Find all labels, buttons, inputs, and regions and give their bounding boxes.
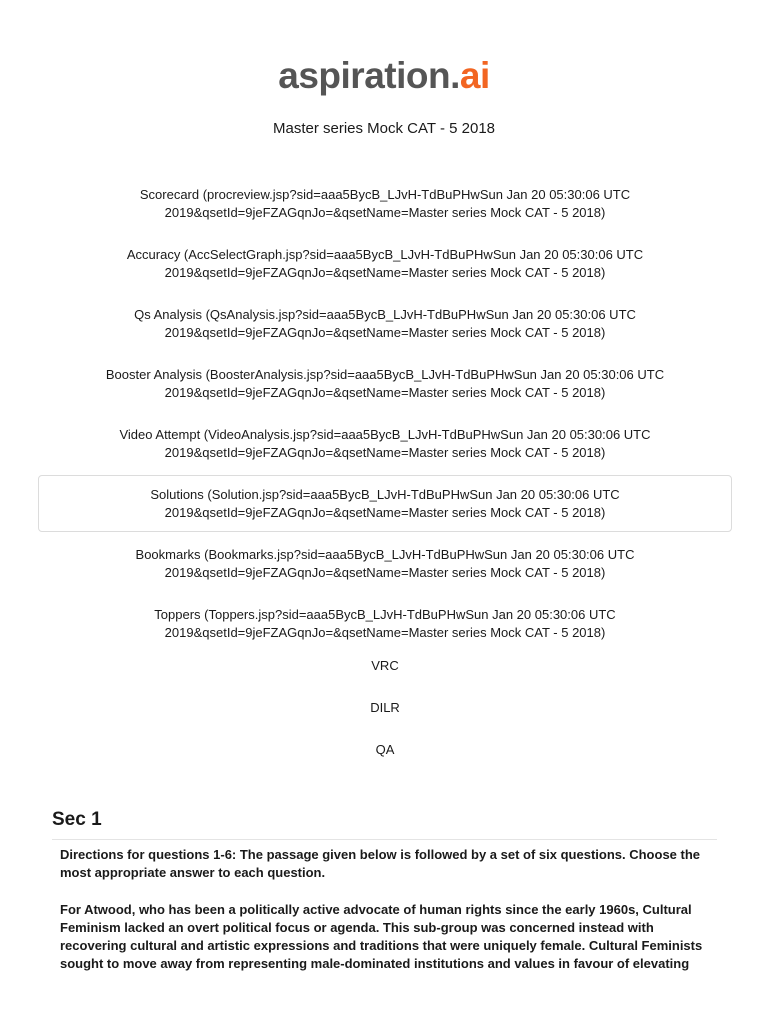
qs-analysis-link[interactable]: Qs Analysis (QsAnalysis.jsp?sid=aaa5BycB_LJvH-TdBuPHwSun Jan 20 05:30:06 UTC 2019&qsetId=9jeFZAGqnJo=&qsetName=Master series Mock CAT - 5 2018) — [134, 306, 636, 340]
logo-accent-text: ai — [459, 55, 490, 96]
video-attempt-link[interactable]: Video Attempt (VideoAnalysis.jsp?sid=aaa5BycB_LJvH-TdBuPHwSun Jan 20 05:30:06 UTC 2019&qsetId=9jeFZAGqnJo=&qsetName=Master series Mock CAT - 5 2018) — [119, 426, 651, 460]
bookmarks-link[interactable]: Bookmarks (Bookmarks.jsp?sid=aaa5BycB_LJvH-TdBuPHwSun Jan 20 05:30:06 UTC 2019&qsetId=9jeFZAGqnJo=&qsetName=Master series Mock CAT - 5 2018) — [135, 546, 635, 580]
passage-block — [60, 846, 710, 992]
analysis-links-list — [38, 175, 732, 655]
page-title: Master series Mock CAT - 5 2018 — [272, 120, 496, 137]
accuracy-link[interactable]: Accuracy (AccSelectGraph.jsp?sid=aaa5BycB_LJvH-TdBuPHwSun Jan 20 05:30:06 UTC 2019&qsetId=9jeFZAGqnJo=&qsetName=Master series Mock CAT - 5 2018) — [126, 246, 644, 280]
section-heading: Sec 1 — [52, 809, 102, 830]
section-links-list — [38, 656, 732, 782]
logo-dot: . — [450, 55, 460, 96]
passage-text: For Atwood, who has been a politically active advocate of human rights since the early 1960s, Cultural Feminism lacked an overt political focus or agenda. This sub-group was concerned instead with recovering cultural and artistic expressions and traditions that were uniquely female. Cultural Feminists sought to move away from representing male-dominated institutions and values in favour of elevating — [60, 902, 703, 971]
section-link-vrc[interactable]: VRC — [371, 658, 399, 673]
section-divider — [52, 839, 717, 840]
section-link-dilr[interactable]: DILR — [370, 700, 400, 715]
question-directions: Directions for questions 1-6: The passage given below is followed by a set of six questions. Choose the most appropriate answer to each question. — [60, 847, 701, 880]
section-link-qa[interactable]: QA — [375, 742, 395, 757]
booster-analysis-link[interactable]: Booster Analysis (BoosterAnalysis.jsp?sid=aaa5BycB_LJvH-TdBuPHwSun Jan 20 05:30:06 UTC 2019&qsetId=9jeFZAGqnJo=&qsetName=Master series Mock CAT - 5 2018) — [105, 366, 665, 400]
logo-main-text: aspiration — [278, 55, 451, 96]
toppers-link[interactable]: Toppers (Toppers.jsp?sid=aaa5BycB_LJvH-TdBuPHwSun Jan 20 05:30:06 UTC 2019&qsetId=9jeFZAGqnJo=&qsetName=Master series Mock CAT - 5 2018) — [154, 606, 616, 640]
scorecard-link[interactable]: Scorecard (procreview.jsp?sid=aaa5BycB_LJvH-TdBuPHwSun Jan 20 05:30:06 UTC 2019&qsetId=9jeFZAGqnJo=&qsetName=Master series Mock CAT - 5 2018) — [139, 186, 631, 220]
aspiration-logo — [0, 54, 768, 98]
solutions-link[interactable]: Solutions (Solution.jsp?sid=aaa5BycB_LJvH-TdBuPHwSun Jan 20 05:30:06 UTC 2019&qsetId=9jeFZAGqnJo=&qsetName=Master series Mock CAT - 5 2018) — [38, 475, 732, 532]
